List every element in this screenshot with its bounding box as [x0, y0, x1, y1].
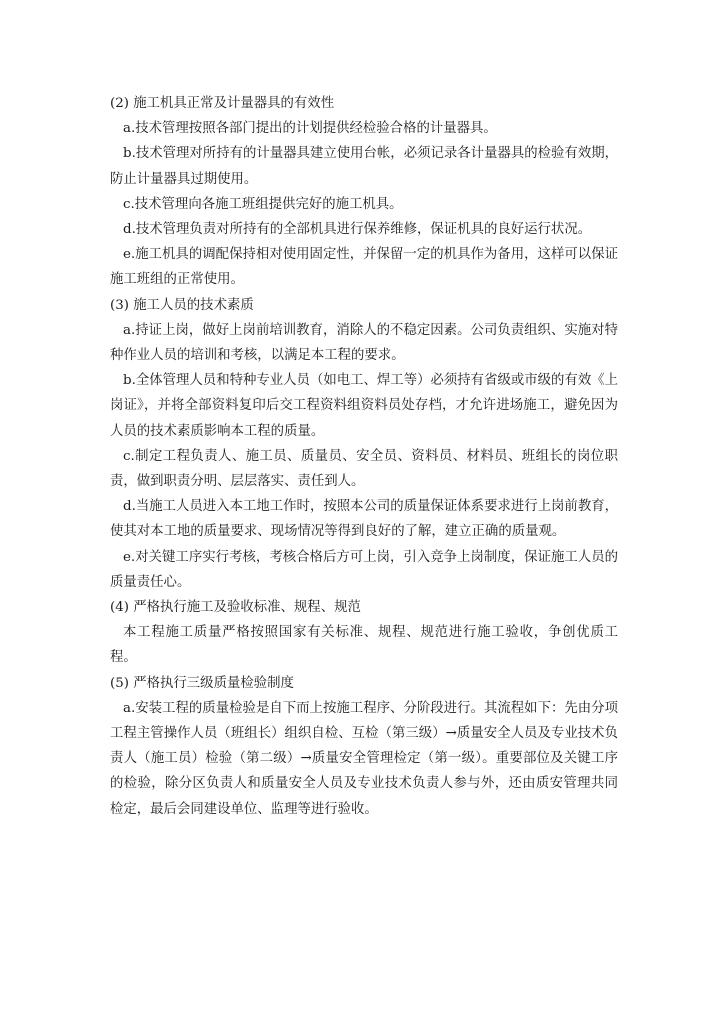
section-heading-2: (2) 施工机具正常及计量器具的有效性	[110, 96, 335, 111]
paragraph-5a: a.安装工程的质量检验是自下而上按施工程序、分阶段进行。其流程如下：先由分项工程主管操作人员（班组长）组织自检、互检（第三级）→质量安全人员及专业技术负责人（施工员）检验（第二级）→质量安全管理检定（第一级）。重要部位及关键工序的检验，除分区负责人和质量安全人员及专业技术负责人参与外，还由质安管理共同检定，最后会同建设单位、监理等进行验收。	[110, 700, 618, 817]
section-heading-4: (4) 严格执行施工及验收标准、规程、规范	[110, 600, 361, 616]
section-heading-3: (3) 施工人员的技术素质	[110, 297, 254, 313]
paragraph-2d: d.技术管理负责对所持有的全部机具进行保养维修，保证机具的良好运行状况。	[123, 222, 592, 238]
paragraph-2c: c.技术管理向各施工班组提供完好的施工机具。	[123, 196, 403, 212]
paragraph-3a: a.持证上岗，做好上岗前培训教育，消除人的不稳定因素。公司负责组织、实施对特种作业人员的培训和考核，以满足本工程的要求。	[110, 322, 618, 364]
paragraph-3c: c.制定工程负责人、施工员、质量员、安全员、资料员、材料员、班组长的岗位职责，做到职责分明、层层落实、责任到人。	[110, 448, 618, 490]
paragraph-3d: d.当施工人员进入本工地工作时，按照本公司的质量保证体系要求进行上岗前教育，使其对本工地的质量要求、现场情况等得到良好的了解，建立正确的质量观。	[110, 499, 618, 540]
paragraph-3b: b.全体管理人员和特种专业人员（如电工、焊工等）必须持有省级或市级的有效《上岗证》，并将全部资料复印后交工程资料组资料员处存档，才允许进场施工，避免因为人员的技术素质影响本工程的质量。	[110, 373, 618, 439]
paragraph-2e: e.施工机具的调配保持相对使用固定性，并保留一定的机具作为备用，这样可以保证施工班组的正常使用。	[110, 247, 618, 288]
paragraph-4: 本工程施工质量严格按照国家有关标准、规程、规范进行施工验收，争创优质工程。	[110, 625, 618, 666]
paragraph-3e: e.对关键工序实行考核，考核合格后方可上岗，引入竞争上岗制度，保证施工人员的质量责任心。	[110, 549, 618, 590]
paragraph-2b: b.技术管理对所持有的计量器具建立使用台帐，必须记录各计量器具的检验有效期，防止计量器具过期使用。	[110, 146, 618, 187]
document-body	[110, 91, 618, 822]
section-heading-5: (5) 严格执行三级质量检验制度	[110, 675, 294, 691]
paragraph-2a: a.技术管理按照各部门提出的计划提供经检验合格的计量器具。	[123, 121, 497, 137]
